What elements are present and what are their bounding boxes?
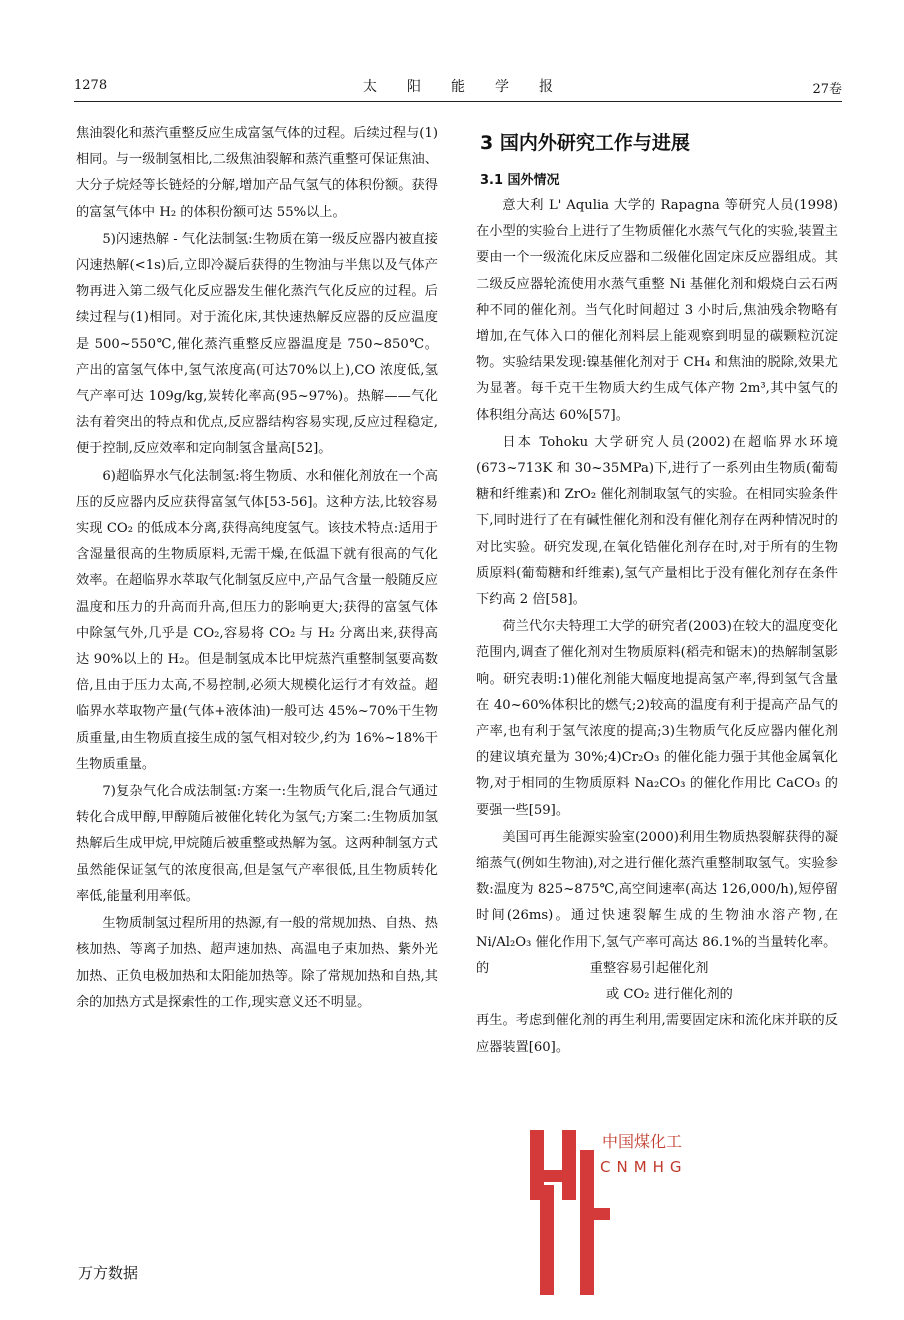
right-column <box>476 121 838 1061</box>
paragraph-partial <box>476 956 838 982</box>
header-rule <box>74 101 842 102</box>
subsection-title: 3.1 国外情况 <box>480 173 560 188</box>
paragraph: 焦油裂化和蒸汽重整反应生成富氢气体的过程。后续过程与(1)相同。与一级制氢相比,二级焦油裂解和蒸汽重整可保证焦油、大分子烷烃等长链烃的分解,增加产品气氢气的体积份额。获得的富氢气体中 H₂ 的体积份额可达 55%以上。 <box>76 126 438 220</box>
paragraph: 美国可再生能源实验室(2000)利用生物质热裂解获得的凝缩蒸气(例如生物油),对之进行催化蒸汽重整制取氢气。实验参数:温度为 825~875℃,高空间速率(高达 126,000/h),短停留时间(26ms)。通过快速裂解生成的生物油水溶产物,在 Ni/Al₂O₃ 催化作用下,氢气产率可高达 86.1%的当量转化率。 <box>476 829 838 950</box>
left-column <box>76 121 438 1016</box>
paragraph: 7)复杂气化合成法制氢:方案一:生物质气化后,混合气通过转化合成甲醇,甲醇随后被催化转化为氢气;方案二:生物质加氢热解后生成甲烷,甲烷随后被重整或热解为氢。这两种制氢方式虽然能保证氢气的浓度很高,但是氢气产率很低,且生物质转化率低,能量利用率低。 <box>76 784 438 904</box>
paragraph-partial <box>476 982 838 1008</box>
footer-source: 万方数据 <box>78 1264 139 1282</box>
paragraph: 生物质制氢过程所用的热源,有一般的常规加热、自热、热核加热、等离子加热、超声速加热、高温电子束加热、紫外光加热、正负电极加热和太阳能加热等。除了常规加热和自热,其余的加热方式是探索性的工作,现实意义还不明显。 <box>76 916 438 1010</box>
paragraph: 日本 Tohoku 大学研究人员(2002)在超临界水环境(673~713K 和 30~35MPa)下,进行了一系列由生物质(葡萄糖和纤维素)和 ZrO₂ 催化剂制取氢气的实验。在相同实验条件下,同时进行了在有碱性催化剂和没有催化剂存在两种情况时的对比实验。研究发现,在氧化锆催化剂存在时,对于所有的生物质原料(葡萄糖和纤维素),氢气产量相比于没有催化剂存在条件下约高 2 倍[58]。 <box>476 434 838 608</box>
occluded-text: 的 <box>476 960 490 976</box>
occluded-text: 重整容易引起催化剂 <box>589 960 709 976</box>
watermark-brand-en: CNMHG <box>600 1158 688 1176</box>
section-title: 3 国内外研究工作与进展 <box>480 132 690 154</box>
paragraph: 意大利 L' Aqulia 大学的 Rapagna 等研究人员(1998)在小型的实验台上进行了生物质催化水蒸气气化的实验,装置主要由一个一级流化床反应器和二级催化固定床反应器组成。其二级反应器轮流使用水蒸气重整 Ni 基催化剂和煅烧白云石两种不同的催化剂。当气化时间超过 3 小时后,焦油残余物略有增加,在气体入口的催化剂料层上能观察到明显的碳颗粒沉淀物。实验结果发现:镍基催化剂对于 CH₄ 和焦油的脱除,效果尤为显著。每千克干生物质大约生成气体产物 2m³,其中氢气的体积组分高达 60%[57]。 <box>476 198 838 423</box>
paragraph: 荷兰代尔夫特理工大学的研究者(2003)在较大的温度变化范围内,调查了催化剂对生物质原料(稻壳和锯末)的热解制氢影响。研究表明:1)催化剂能大幅度地提高氢产率,得到氢气含量在 40~60%体积比的燃气;2)较高的温度有利于提高产品气的产率,也有利于氢气浓度的提高;3)生物质气化反应器内催化剂的建议填充量为 30%;4)Cr₂O₃ 的催化能力强于其他金属氧化物,对于相同的生物质原料 Na₂CO₃ 的催化作用比 CaCO₃ 的要强一些[59]。 <box>476 619 838 818</box>
paragraph: 6)超临界水气化法制氢:将生物质、水和催化剂放在一个高压的反应器内反应获得富氢气体[53-56]。这种方法,比较容易实现 CO₂ 的低成本分离,获得高纯度氢气。该技术特点:适用于含湿量很高的生物质原料,无需干燥,在低温下就有很高的气化效率。在超临界水萃取气化制氢反应中,产品气含量一般随反应温度和压力的升高而升高,但压力的影响更大;获得的富氢气体中除氢气外,几乎是 CO₂,容易将 CO₂ 与 H₂ 分离出来,获得高达 90%以上的 H₂。但是制氢成本比甲烷蒸汽重整制氢要高数倍,且由于压力太高,不易控制,必须大规模化运行才有效益。超临界水萃取物产量(气体+液体油)一般可达 45%~70%干生物质重量,由生物质直接生成的氢气相对较少,约为 16%~18%干生物质重量。 <box>76 468 438 772</box>
occluded-text: 或 CO₂ 进行催化剂的 <box>605 987 733 1003</box>
page-header <box>74 76 842 100</box>
journal-title: 太阳能学报 <box>363 79 583 95</box>
volume-label: 27卷 <box>812 82 842 97</box>
watermark-logo-icon <box>500 1130 780 1300</box>
watermark-brand-cn: 中国煤化工 <box>602 1132 683 1151</box>
paragraph: 再生。考虑到催化剂的再生利用,需要固定床和流化床并联的反应器装置[60]。 <box>476 1013 838 1055</box>
paragraph: 5)闪速热解 - 气化法制氢:生物质在第一级反应器内被直接闪速热解(<1s)后,立即冷凝后获得的生物油与半焦以及气体产物再进入第二级气化反应器发生催化蒸汽气化反应的过程。后续过程与(1)相同。对于流化床,其快速热解反应器的反应温度是 500~550℃,催化蒸汽重整反应器温度是 750~850℃。产出的富氢气体中,氢气浓度高(可达70%以上),CO 浓度低,氢气产率可达 109g/kg,炭转化率高(95~97%)。热解——气化法有着突出的特点和优点,反应器结构容易实现,反应过程稳定,便于控制,反应效率和定向制氢含量高[52]。 <box>76 231 438 457</box>
page-number: 1278 <box>74 78 108 93</box>
